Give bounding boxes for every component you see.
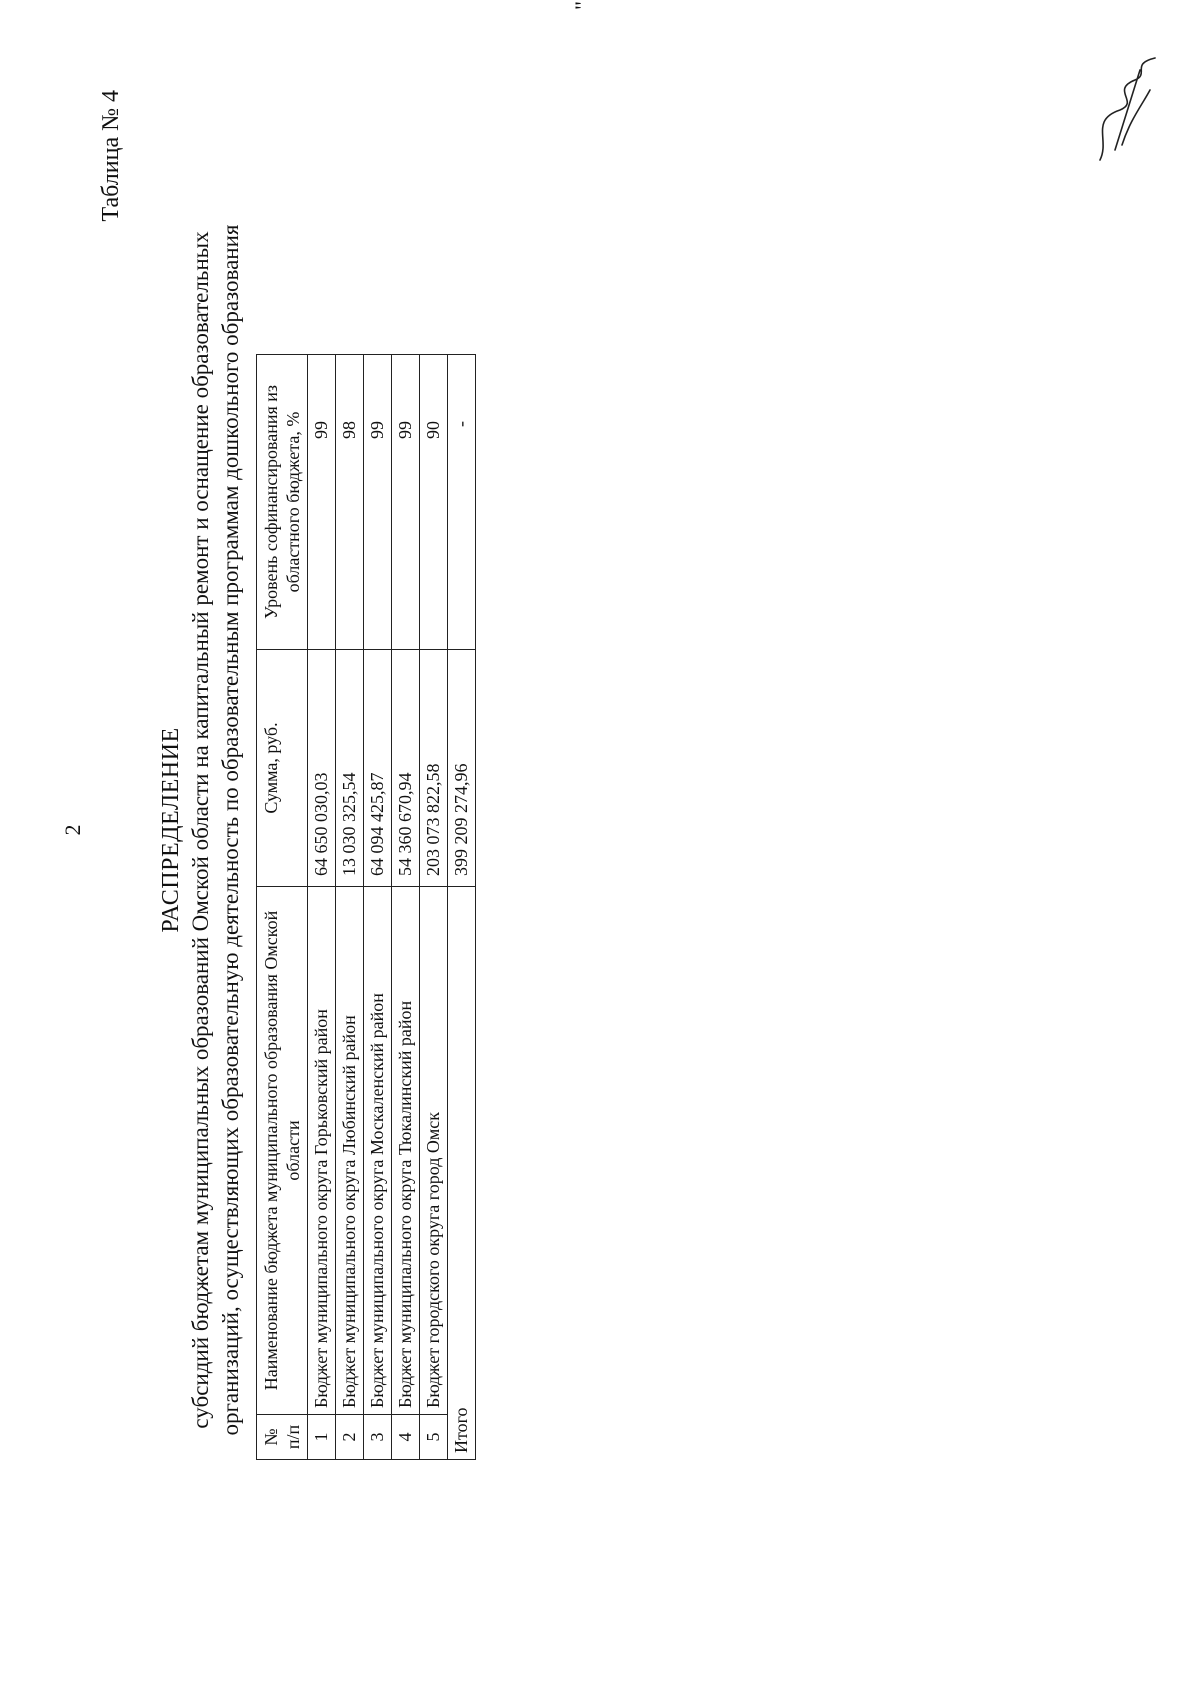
table-row: [392, 355, 420, 1460]
row-num: 5: [420, 1415, 448, 1460]
row-name: Бюджет муниципального округа Горьковский район: [308, 887, 336, 1415]
row-name: Бюджет городского округа город Омск: [420, 887, 448, 1415]
row-sum: 203 073 822,58: [420, 650, 448, 887]
row-name: Бюджет муниципального округа Любинский район: [336, 887, 364, 1415]
total-label: Итого: [448, 887, 476, 1460]
row-num: 1: [308, 1415, 336, 1460]
table-row: [308, 355, 336, 1460]
table-row: [364, 355, 392, 1460]
row-level: 90: [420, 355, 448, 650]
total-sum: 399 209 274,96: [448, 650, 476, 887]
row-level: 98: [336, 355, 364, 650]
table-total-row: [448, 355, 476, 1460]
closing-quote: ": [570, 1, 595, 10]
table-label: Таблица № 4: [98, 90, 124, 222]
row-name: Бюджет муниципального округа Тюкалинский район: [392, 887, 420, 1415]
heading-line-1: субсидий бюджетам муниципальных образований Омской области на капитальный ремонт и оснащение образовательных: [188, 231, 213, 1429]
row-sum: 54 360 670,94: [392, 650, 420, 887]
distribution-table: [256, 354, 476, 1460]
row-num: 3: [364, 1415, 392, 1460]
header-num: № п/п: [257, 1415, 308, 1460]
signature: [1080, 50, 1170, 170]
page-number: 2: [60, 824, 85, 836]
table-row: [420, 355, 448, 1460]
row-sum: 13 030 325,54: [336, 650, 364, 887]
header-name: Наименование бюджета муниципального образования Омской области: [257, 887, 308, 1415]
row-level: 99: [308, 355, 336, 650]
row-sum: 64 094 425,87: [364, 650, 392, 887]
row-level: 99: [392, 355, 420, 650]
row-num: 4: [392, 1415, 420, 1460]
row-name: Бюджет муниципального округа Москаленский район: [364, 887, 392, 1415]
rotated-page-content: [60, 0, 620, 1660]
header-level: Уровень софинансирования из областного бюджета, %: [257, 355, 308, 650]
row-sum: 64 650 030,03: [308, 650, 336, 887]
total-level: -: [448, 355, 476, 650]
row-num: 2: [336, 1415, 364, 1460]
table-row: [336, 355, 364, 1460]
row-level: 99: [364, 355, 392, 650]
heading-line-2: организаций, осуществляющих образовательную деятельность по образовательным программам дошкольного образования: [218, 224, 243, 1436]
document-title: РАСПРЕДЕЛЕНИЕ: [158, 727, 184, 933]
table-header-row: [257, 355, 308, 1460]
header-sum: Сумма, руб.: [257, 650, 308, 887]
document-heading: [156, 0, 246, 1660]
